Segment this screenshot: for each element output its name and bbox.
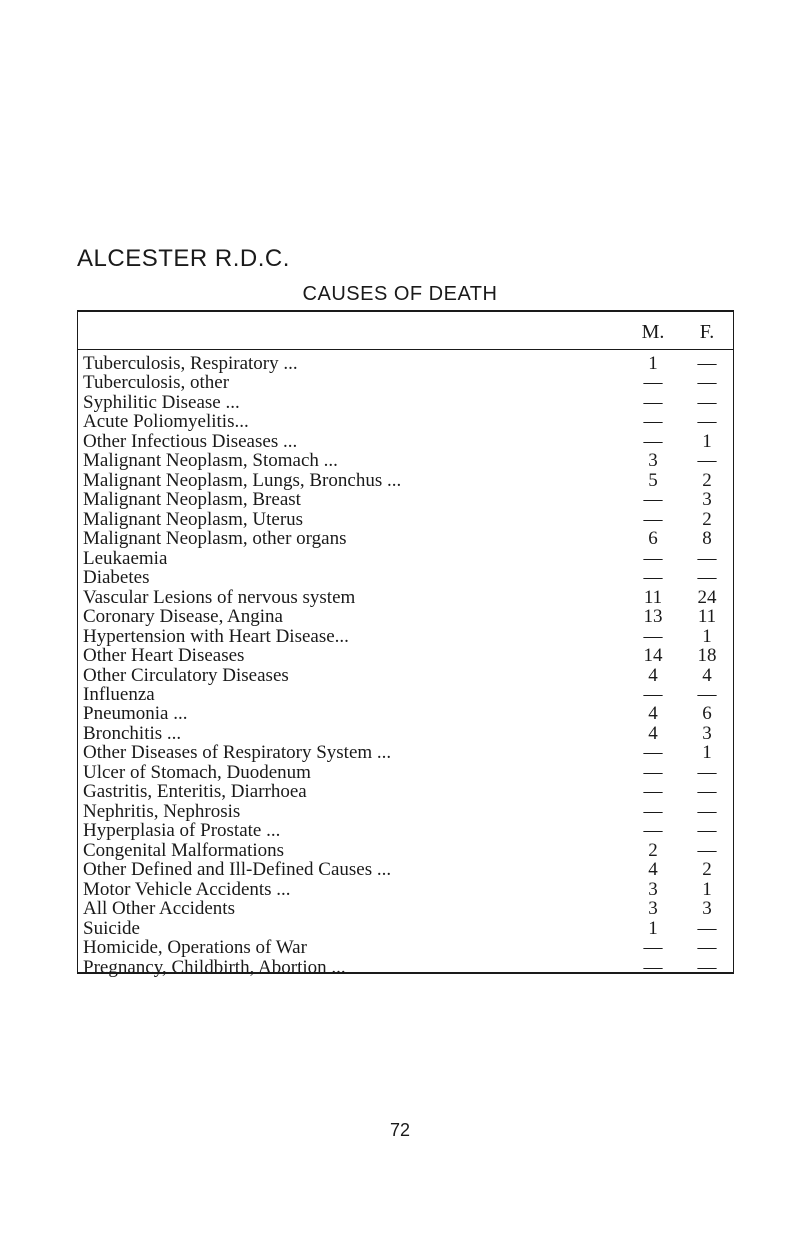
female-count: — (697, 839, 717, 861)
female-count: 24 (697, 586, 717, 608)
female-count: 2 (702, 859, 712, 881)
male-count: 5 (648, 469, 658, 491)
male-count: — (643, 567, 663, 589)
cause-label: Congenital Malformations (83, 840, 285, 861)
male-count: — (643, 489, 663, 511)
male-count: 1 (648, 917, 658, 939)
female-count: — (697, 800, 717, 822)
table-row (78, 782, 733, 801)
cause-label: Malignant Neoplasm, Uterus (83, 509, 304, 530)
female-count: 8 (702, 528, 712, 550)
table-row (78, 607, 733, 626)
cause-label: Hypertension with Heart Disease... (83, 626, 349, 647)
cause-label: Gastritis, Enteritis, Diarrhoea (83, 782, 307, 802)
table-row (78, 490, 733, 509)
table-row (78, 841, 733, 860)
cause-label: Other Circulatory Diseases (83, 665, 289, 685)
male-count: 1 (648, 353, 658, 374)
table-row (78, 471, 733, 490)
female-count: 11 (697, 606, 717, 628)
cause-label: Vascular Lesions of nervous system (83, 587, 356, 608)
female-count: — (697, 761, 717, 783)
column-header-male: M. (641, 321, 665, 343)
female-count: — (697, 567, 717, 589)
table-row (78, 938, 733, 957)
cause-label: Tuberculosis, other (83, 373, 230, 393)
cause-label: All Other Accidents (83, 899, 235, 919)
causes-table (77, 310, 734, 978)
table-header-row (78, 312, 733, 350)
column-header-female: F. (699, 321, 715, 343)
cause-label: Acute Poliomyelitis... (83, 412, 249, 432)
cause-label: Pneumonia ... (83, 704, 188, 724)
cause-label: Other Infectious Diseases ... (83, 431, 298, 452)
male-count: — (643, 391, 663, 413)
female-count: — (697, 353, 717, 374)
female-count: — (697, 411, 717, 433)
cause-label: Other Defined and Ill-Defined Causes ... (83, 860, 392, 880)
cause-label: Bronchitis ... (83, 723, 182, 744)
male-count: 14 (643, 645, 663, 667)
cause-label: Coronary Disease, Angina (83, 607, 283, 627)
male-count: — (643, 508, 663, 530)
cause-label: Influenza (83, 684, 155, 705)
female-count: 1 (702, 430, 712, 452)
table-row (78, 704, 733, 723)
male-count: 2 (648, 839, 658, 861)
male-count: — (643, 742, 663, 764)
male-count: — (643, 430, 663, 452)
cause-label: Other Heart Diseases (83, 646, 245, 666)
male-count: 4 (648, 703, 658, 725)
table-body (78, 354, 733, 977)
table-row (78, 529, 733, 548)
table-row (78, 549, 733, 568)
male-count: 6 (648, 528, 658, 550)
table-row (78, 802, 733, 821)
male-count: 3 (648, 898, 658, 920)
table-row (78, 899, 733, 918)
table-row (78, 588, 733, 607)
cause-label: Hyperplasia of Prostate ... (83, 821, 281, 841)
female-count: 6 (702, 703, 712, 725)
cause-label: Nephritis, Nephrosis (83, 801, 241, 822)
table-row (78, 354, 733, 373)
male-count: — (643, 937, 663, 959)
table-row (78, 724, 733, 743)
table-row (78, 646, 733, 665)
male-count: — (643, 800, 663, 822)
table-row (78, 743, 733, 762)
cause-label: Leukaemia (83, 548, 168, 569)
cause-label: Suicide (83, 918, 140, 939)
male-count: 4 (648, 664, 658, 686)
male-count: — (643, 820, 663, 842)
male-count: — (643, 372, 663, 394)
female-count: — (697, 547, 717, 569)
male-count: — (643, 781, 663, 803)
table-row (78, 685, 733, 704)
page-number: 72 (389, 1120, 411, 1140)
female-count: 3 (702, 722, 712, 744)
male-count: — (643, 956, 663, 978)
cause-label: Motor Vehicle Accidents ... (83, 879, 291, 900)
female-count: 2 (702, 469, 712, 491)
male-count: — (643, 683, 663, 705)
table-row (78, 880, 733, 899)
female-count: — (697, 956, 717, 978)
table-row (78, 958, 733, 977)
female-count: — (697, 372, 717, 394)
table-row (78, 432, 733, 451)
table-row (78, 393, 733, 412)
female-count: 1 (702, 625, 712, 647)
cause-label: Malignant Neoplasm, other organs (83, 529, 347, 549)
male-count: 4 (648, 722, 658, 744)
table-row (78, 666, 733, 685)
table-row (78, 919, 733, 938)
female-count: 1 (702, 742, 712, 764)
female-count: — (697, 450, 717, 472)
cause-label: Diabetes (83, 568, 150, 588)
male-count: — (643, 761, 663, 783)
female-count: — (697, 781, 717, 803)
female-count: — (697, 820, 717, 842)
male-count: — (643, 411, 663, 433)
cause-label: Tuberculosis, Respiratory ... (83, 354, 298, 374)
page-title: CAUSES OF DEATH (302, 283, 498, 305)
female-count: — (697, 937, 717, 959)
female-count: — (697, 391, 717, 413)
male-count: — (643, 625, 663, 647)
table-row (78, 373, 733, 392)
female-count: 4 (702, 664, 712, 686)
cause-label: Malignant Neoplasm, Breast (83, 490, 301, 510)
female-count: 18 (697, 645, 717, 667)
female-count: 1 (702, 878, 712, 900)
cause-label: Other Diseases of Respiratory System ... (83, 743, 392, 763)
female-count: 3 (702, 489, 712, 511)
table-row (78, 821, 733, 840)
cause-label: Ulcer of Stomach, Duodenum (83, 762, 311, 783)
table-row (78, 860, 733, 879)
male-count: 13 (643, 606, 663, 628)
cause-label: Malignant Neoplasm, Lungs, Bronchus ... (83, 470, 402, 491)
female-count: 2 (702, 508, 712, 530)
table-row (78, 568, 733, 587)
male-count: 11 (643, 586, 663, 608)
male-count: 3 (648, 450, 658, 472)
council-name: ALCESTER R.D.C. (77, 245, 290, 272)
female-count: — (697, 917, 717, 939)
male-count: 4 (648, 859, 658, 881)
male-count: — (643, 547, 663, 569)
table-row (78, 451, 733, 470)
male-count: 3 (648, 878, 658, 900)
table-row (78, 412, 733, 431)
table-row (78, 510, 733, 529)
female-count: 3 (702, 898, 712, 920)
female-count: — (697, 683, 717, 705)
cause-label: Homicide, Operations of War (83, 938, 307, 958)
cause-label: Malignant Neoplasm, Stomach ... (83, 451, 338, 471)
cause-label: Pregnancy, Childbirth, Abortion ... (83, 957, 346, 977)
table-row (78, 763, 733, 782)
cause-label: Syphilitic Disease ... (83, 392, 240, 413)
table-row (78, 627, 733, 646)
